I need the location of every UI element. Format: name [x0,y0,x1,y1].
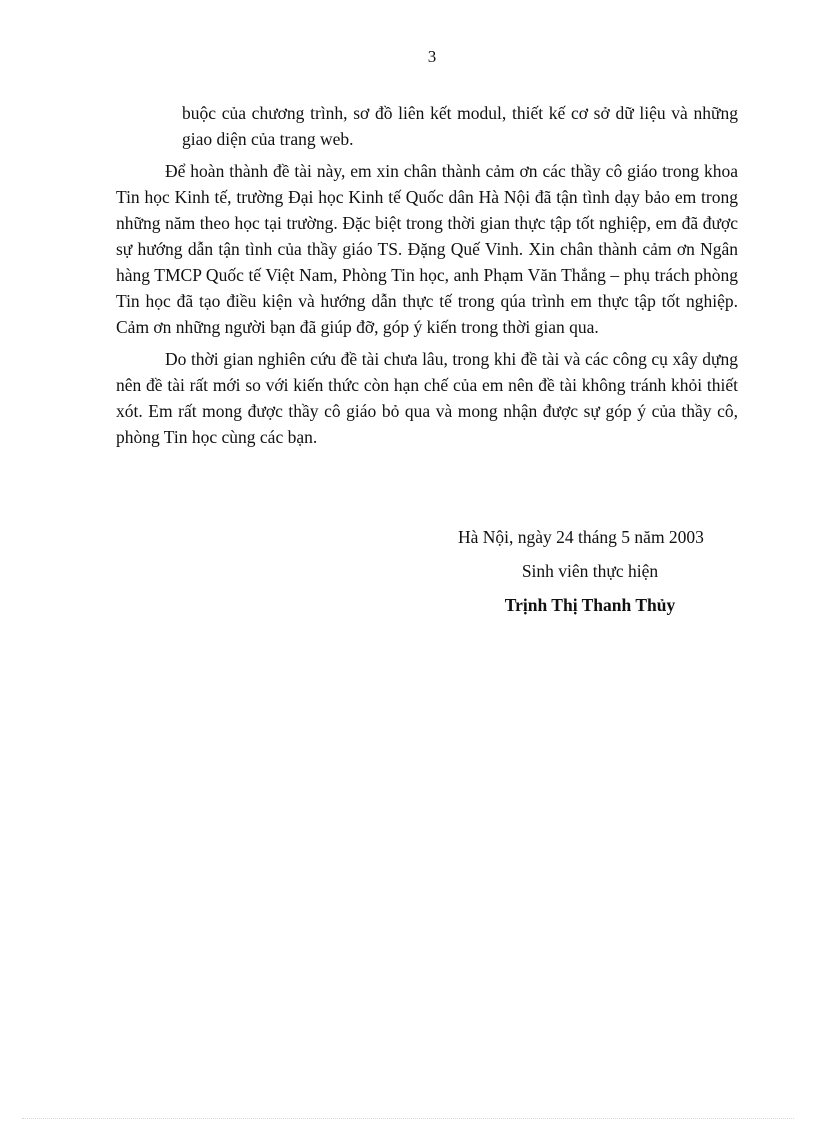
page-bottom-divider [22,1118,794,1119]
page-number: 3 [427,47,437,66]
paragraph-apology: Do thời gian nghiên cứu đề tài chưa lâu, trong khi đề tài và các công cụ xây dựng nên đề tài rất mới so với kiến thức còn hạn chế của em nên đề tài không tránh khỏi thiết xót. Em rất mong được thầy cô giáo bỏ qua và mong nhận được sự góp ý của thầy cô, phòng Tin học cùng các bạn. [116,349,738,447]
paragraph-acknowledgement: Để hoàn thành đề tài này, em xin chân thành cảm ơn các thầy cô giáo trong khoa Tin học Kinh tế, trường Đại học Kinh tế Quốc dân Hà Nội đã tận tình dạy bảo em trong những năm theo học tại trường. Đặc biệt trong thời gian thực tập tốt nghiệp, em đã được sự hướng dẫn tận tình của thầy giáo TS. Đặng Quế Vinh. Xin chân thành cảm ơn Ngân hàng TMCP Quốc tế Việt Nam, Phòng Tin học, anh Phạm Văn Thắng – phụ trách phòng Tin học đã tạo điều kiện và hướng dẫn thực tế trong qúa trình em thực tập tốt nghiệp. Cảm ơn những người bạn đã giúp đỡ, góp ý kiến trong thời gian qua. [116,161,738,337]
place-date: Hà Nội, ngày 24 tháng 5 năm 2003 [458,527,704,547]
paragraph-continuation: buộc của chương trình, sơ đồ liên kết modul, thiết kế cơ sở dữ liệu và những giao diện của trang web. [182,103,738,149]
author-name: Trịnh Thị Thanh Thủy [504,595,676,615]
body-text [116,100,738,456]
signature-block [440,520,740,622]
signature-role: Sinh viên thực hiện [521,561,659,581]
